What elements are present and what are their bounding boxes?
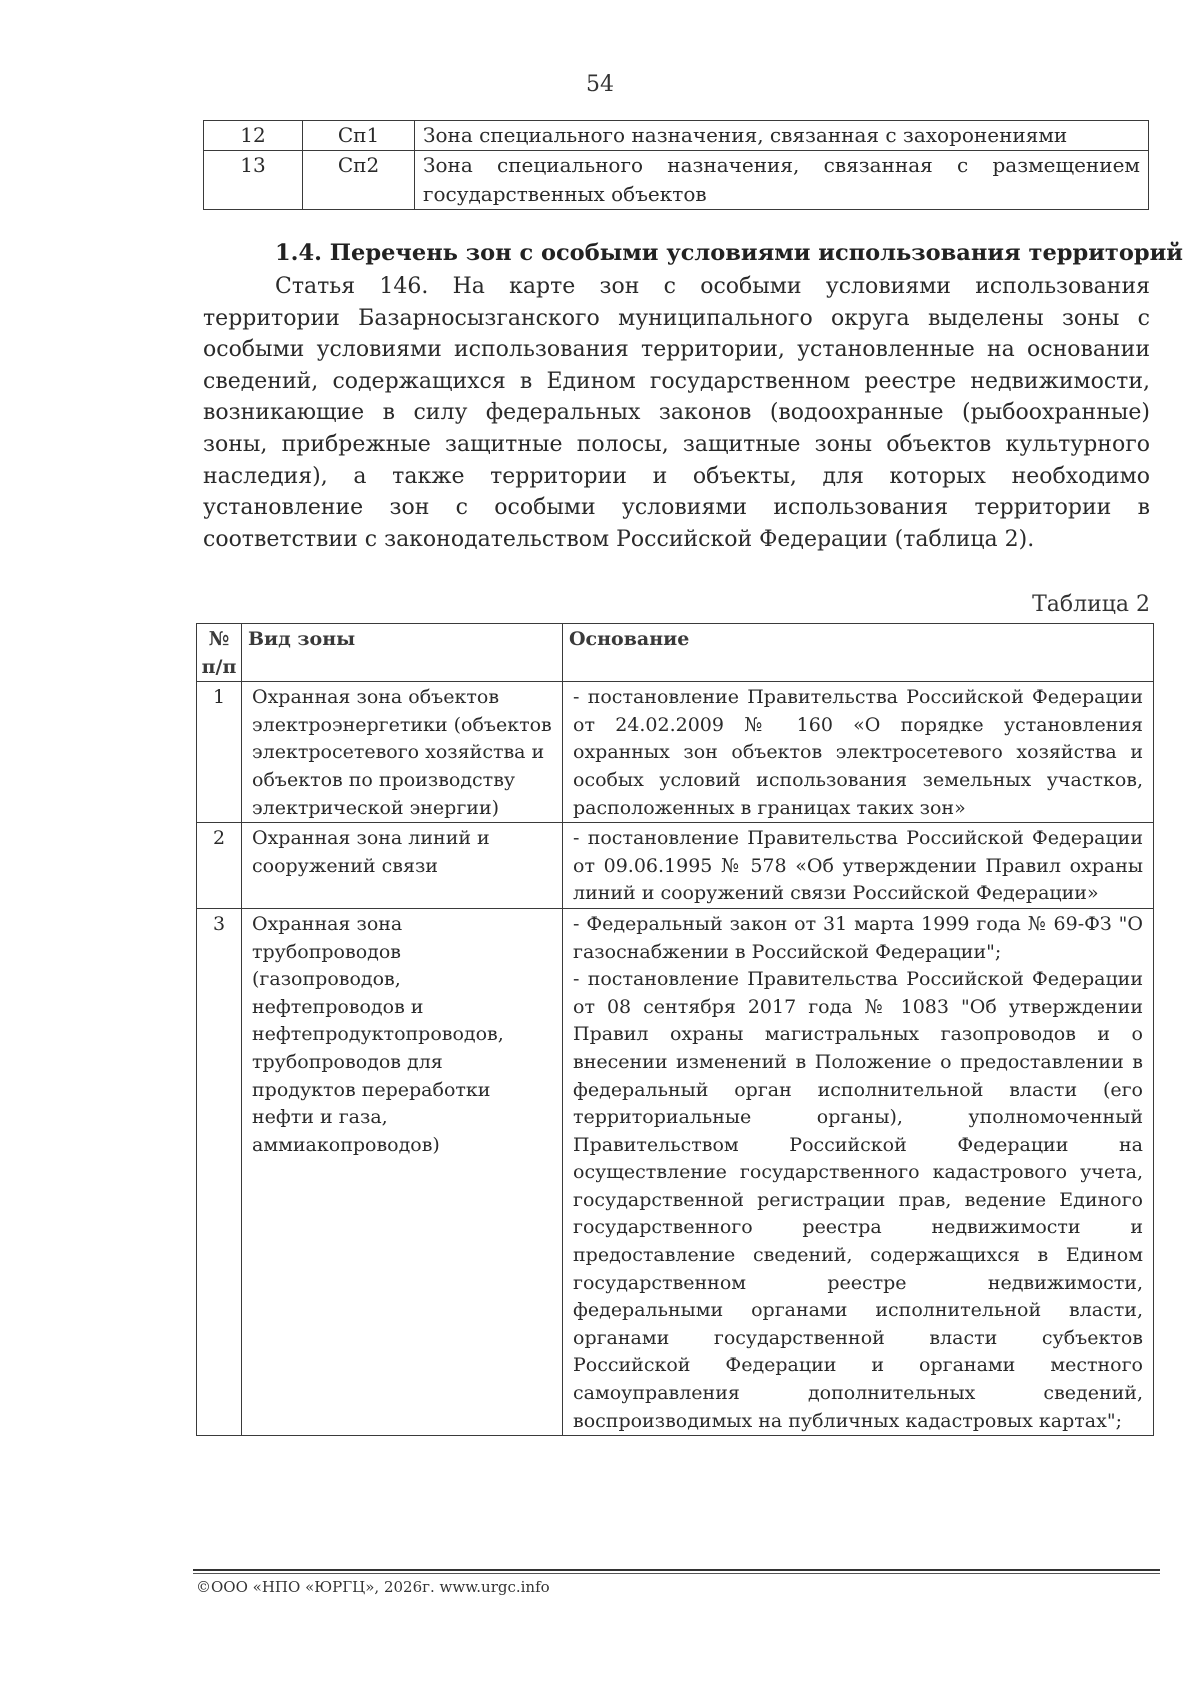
table-row: [197, 823, 1154, 909]
zone-basis: [563, 682, 1154, 823]
page-number: 54: [586, 72, 614, 97]
header-zone-kind: Вид зоны: [242, 624, 563, 682]
table-row: [197, 908, 1154, 1435]
table-caption: Таблица 2: [1032, 592, 1150, 617]
zone-kind: Охранная зона объектов электроэнергетики (объектов электросетевого хозяйства и объектов по производству электрической энергии): [242, 682, 563, 823]
zones-table: [203, 120, 1149, 210]
basis-item: - постановление Правительства Российской Федерации от 24.02.2009 № 160 «О порядке установления охранных зон объектов электросетевого хозяйства и особых условий использования земельных участков, расположенных в границах таких зон»: [573, 686, 1143, 819]
restricted-zones-table: [196, 623, 1154, 1436]
row-number: 3: [197, 908, 242, 1435]
basis-item: - Федеральный закон от 31 марта 1999 года № 69-ФЗ "О газоснабжении в Российской Федерации";: [573, 912, 1143, 963]
header-basis: Основание: [563, 624, 1154, 682]
zone-basis: [563, 823, 1154, 909]
zone-kind: Охранная зона линий и сооружений связи: [242, 823, 563, 909]
section-heading: 1.4. Перечень зон с особыми условиями использования территорий: [275, 240, 1183, 266]
table-header-row: [197, 624, 1154, 682]
zone-kind: Охранная зона трубопроводов (газопроводов, нефтепроводов и нефтепродуктопроводов, трубопроводов для продуктов переработки нефти и газа, аммиакопроводов): [242, 908, 563, 1435]
zone-description: Зона специального назначения, связанная с захоронениями: [415, 121, 1149, 151]
zone-number: 13: [204, 151, 303, 210]
article-paragraph: Статья 146. На карте зон с особыми условиями использования территории Базарносызганского муниципального округа выделены зоны с особыми условиями использования территории, установленные на основании сведений, содержащихся в Едином государственном реестре недвижимости, возникающие в силу федеральных законов (водоохранные (рыбоохранные) зоны, прибрежные защитные полосы, защитные зоны объектов культурного наследия), а также территории и объекты, для которых необходимо установление зон с особыми условиями использования территории в соответствии с законодательством Российской Федерации (таблица 2).: [203, 274, 1150, 552]
zone-number: 12: [204, 121, 303, 151]
zone-code: Сп2: [303, 151, 415, 210]
zone-description: Зона специального назначения, связанная с размещением государственных объектов: [415, 151, 1149, 210]
footer-divider: [193, 1569, 1160, 1571]
zone-row: [204, 121, 1149, 151]
footer-copyright: ©ООО «НПО «ЮРГЦ», 2026г. www.urgc.info: [196, 1578, 550, 1596]
row-number: 1: [197, 682, 242, 823]
zone-code: Сп1: [303, 121, 415, 151]
table-row: [197, 682, 1154, 823]
basis-item: - постановление Правительства Российской Федерации от 08 сентября 2017 года № 1083 "Об утверждении Правил охраны магистральных газопроводов и о внесении изменений в Положение о предоставлении в федеральный орган исполнительной власти (его территориальные органы), уполномоченный Правительством Российской Федерации на осуществление государственного кадастрового учета, государственной регистрации прав, ведение Единого государственного реестра недвижимости и предоставление сведений, содержащихся в Едином государственном реестре недвижимости, федеральными органами исполнительной власти, органами государственной власти субъектов Российской Федерации и органами местного самоуправления дополнительных сведений, воспроизводимых на публичных кадастровых картах";: [573, 968, 1143, 1432]
zone-basis: [563, 908, 1154, 1435]
row-number: 2: [197, 823, 242, 909]
footer-divider-thin: [193, 1573, 1160, 1574]
header-num: № п/п: [197, 624, 242, 682]
basis-item: - постановление Правительства Российской Федерации от 09.06.1995 № 578 «Об утверждении Правил охраны линий и сооружений связи Российской Федерации»: [573, 827, 1143, 905]
zone-row: [204, 151, 1149, 210]
